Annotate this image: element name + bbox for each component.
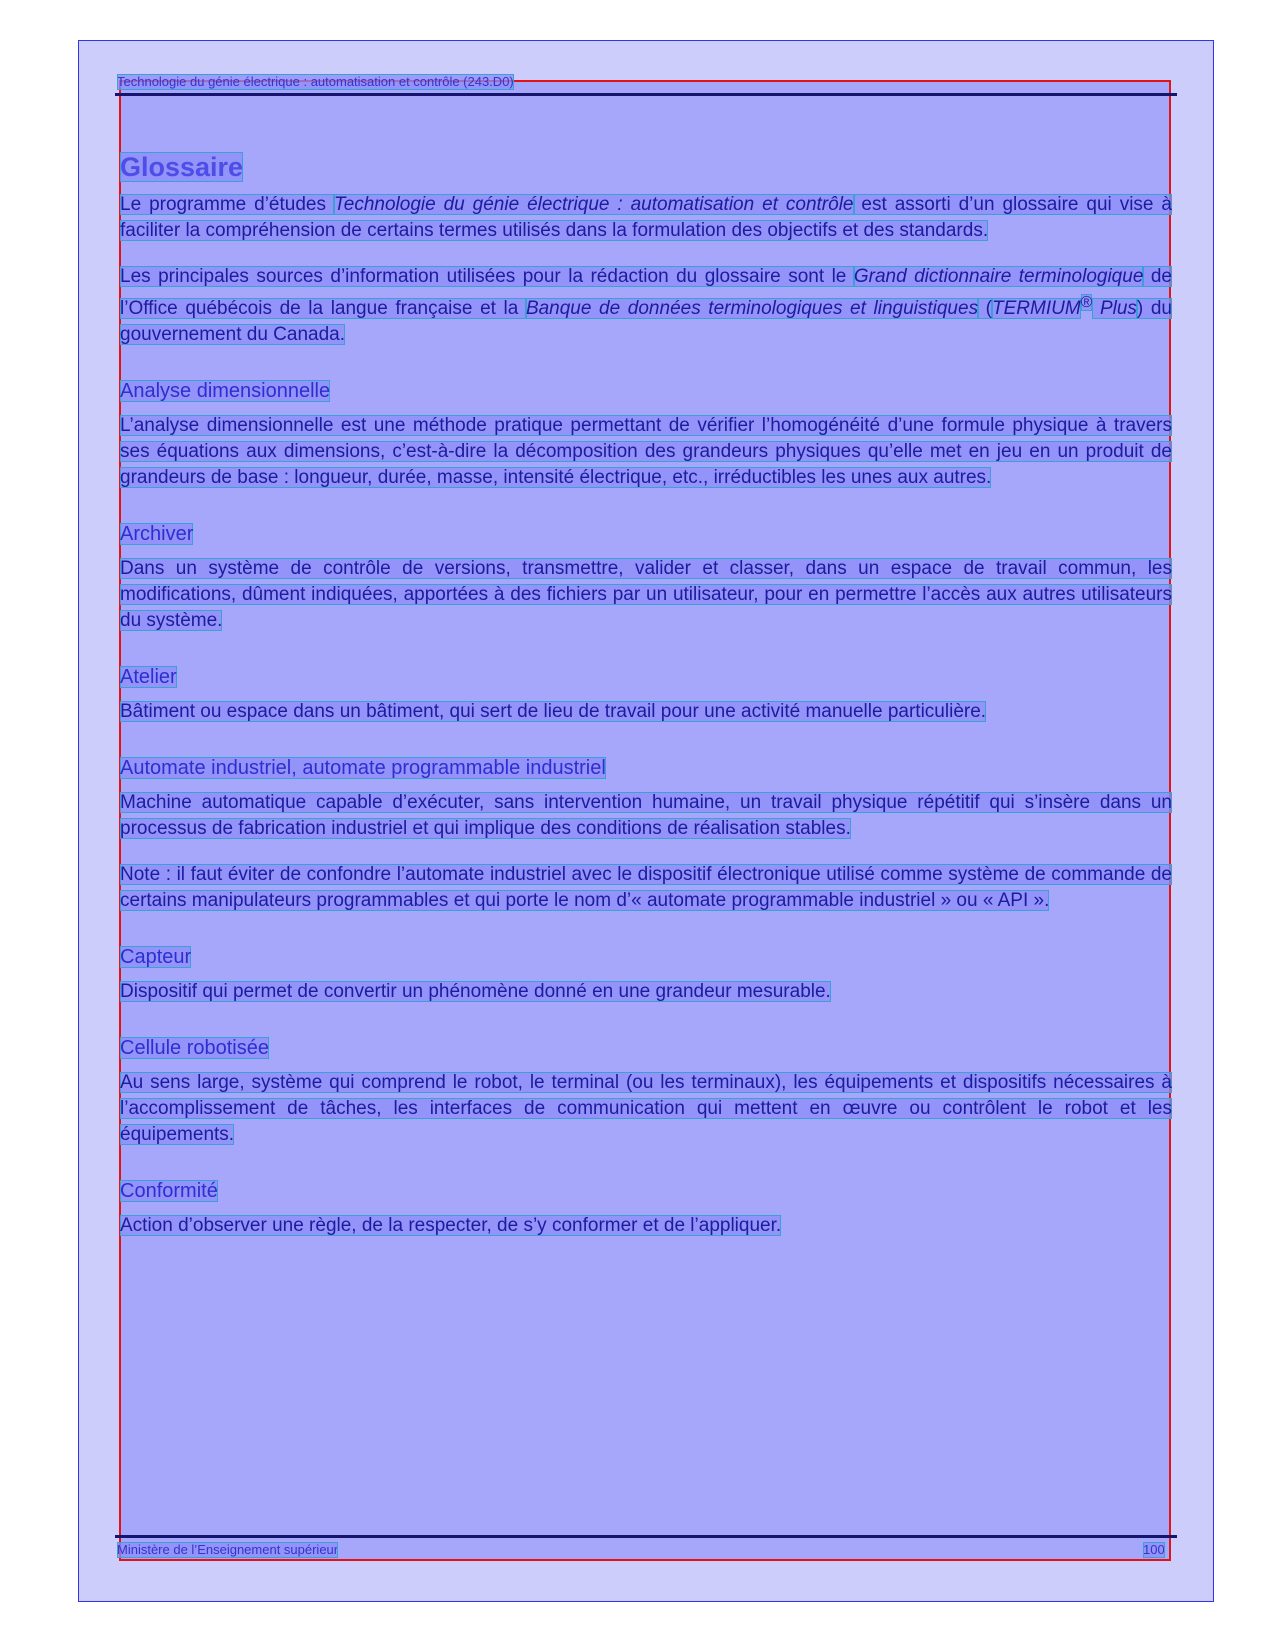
glossary-term-text: Cellule robotisée — [120, 1037, 269, 1060]
glossary-term-text: Analyse dimensionnelle — [120, 380, 331, 403]
glossary-note — [120, 862, 1172, 914]
glossary-term — [120, 944, 1172, 970]
glossary-definition — [120, 1213, 1172, 1239]
intro-2-source-1: Grand dictionnaire terminologique — [853, 266, 1144, 287]
glossary-definition — [120, 556, 1172, 634]
glossary-entry — [120, 1035, 1172, 1148]
page-title — [120, 150, 1172, 184]
glossary-definition-text: Dispositif qui permet de convertir un phénomène donné en une grandeur mesurable. — [120, 981, 831, 1003]
glossary-definition — [120, 413, 1172, 491]
footer-publisher: Ministère de l’Enseignement supérieur — [117, 1542, 339, 1557]
intro-1-text-b: est assorti d’un glossaire qui vise à faciliter la compréhension de certains termes utilisés dans la formulation des objectifs et des standards. — [120, 194, 1172, 241]
intro-2-source-2: Banque de données terminologiques et linguistiques — [525, 298, 979, 320]
glossary-definition — [120, 790, 1172, 842]
glossary-term — [120, 1035, 1172, 1061]
glossary-definition-text: Machine automatique capable d’exécuter, sans intervention humaine, un travail physique répétitif qui s’insère dans un processus de fabrication industriel et qui implique des conditions de réalisation stables. — [120, 792, 1172, 840]
glossary-definition — [120, 699, 1172, 725]
intro-paragraph-1 — [120, 192, 1172, 244]
intro-2-text-c: ( — [978, 298, 993, 320]
intro-1-program-title: Technologie du génie électrique : automatisation et contrôle — [333, 194, 854, 215]
glossary-term-text: Archiver — [120, 523, 194, 546]
glossary-term-text: Conformité — [120, 1180, 218, 1203]
intro-2-registered-mark: ® — [1080, 294, 1093, 311]
glossary-term — [120, 664, 1172, 690]
header-rule — [115, 93, 1177, 96]
footer-rule — [115, 1535, 1177, 1538]
glossary-definition-text: L’analyse dimensionnelle est une méthode pratique permettant de vérifier l’homogénéité d’une formule physique à travers ses équations aux dimensions, c’est-à-dire la décomposition des grandeurs physiques qu’elle met en jeu en un produit de grandeurs de base : longueur, durée, masse, intensité électrique, etc., irréductibles les unes aux autres. — [120, 415, 1172, 489]
glossary-definition-text: Bâtiment ou espace dans un bâtiment, qui sert de lieu de travail pour une activité manuelle particulière. — [120, 701, 987, 723]
glossary-term — [120, 755, 1172, 781]
page-number: 100 — [1143, 1542, 1165, 1557]
glossary-term — [120, 521, 1172, 547]
glossary-entry — [120, 1178, 1172, 1239]
glossary-definition — [120, 979, 1172, 1005]
glossary-entry — [120, 378, 1172, 491]
intro-2-text-a: Les principales sources d’information utilisées pour la rédaction du glossaire sont le — [120, 266, 854, 287]
glossary-entry — [120, 521, 1172, 634]
glossary-entry — [120, 755, 1172, 914]
glossary-note-text: Note : il faut éviter de confondre l’automate industriel avec le dispositif électronique utilisé comme système de commande de certains manipulateurs programmables et qui porte le nom d’« automate programmable industriel » ou « API ». — [120, 864, 1172, 912]
intro-1-text-a: Le programme d’études — [120, 194, 334, 215]
glossary-definition-text: Au sens large, système qui comprend le robot, le terminal (ou les terminaux), les équipements et dispositifs nécessaires à l’accomplissement de tâches, les interfaces de communication qui mettent en œuvre ou contrôlent le robot et les équipements. — [120, 1072, 1172, 1146]
running-header: Technologie du génie électrique : automatisation et contrôle (243.D0) — [117, 74, 514, 89]
intro-2-plus: Plus — [1092, 298, 1137, 320]
page-title-text: Glossaire — [120, 152, 244, 182]
glossary-definition-text: Action d’observer une règle, de la respecter, de s’y conformer et de l’appliquer. — [120, 1215, 782, 1237]
intro-2-text-d: ) du gouvernement du Canada. — [120, 298, 1172, 346]
document-body — [120, 150, 1172, 1259]
glossary-definition-text: Dans un système de contrôle de versions, transmettre, valider et classer, dans un espace de travail commun, les modifications, dûment indiquées, apportées à des fichiers par un utilisateur, pour en permettre l’accès aux autres utilisateurs du système. — [120, 558, 1172, 632]
glossary-definition — [120, 1070, 1172, 1148]
glossary-term-text: Capteur — [120, 946, 192, 969]
glossary-term-text: Automate industriel, automate programmable industriel — [120, 757, 606, 780]
glossary-entry — [120, 664, 1172, 725]
intro-2-termium: TERMIUM — [992, 298, 1081, 320]
intro-paragraph-2 — [120, 264, 1172, 348]
glossary-entry — [120, 944, 1172, 1005]
glossary-term — [120, 1178, 1172, 1204]
glossary-term — [120, 378, 1172, 404]
glossary-term-text: Atelier — [120, 666, 177, 689]
intro-2-text-b: de l’Office québécois de la langue française et la — [120, 266, 1172, 320]
